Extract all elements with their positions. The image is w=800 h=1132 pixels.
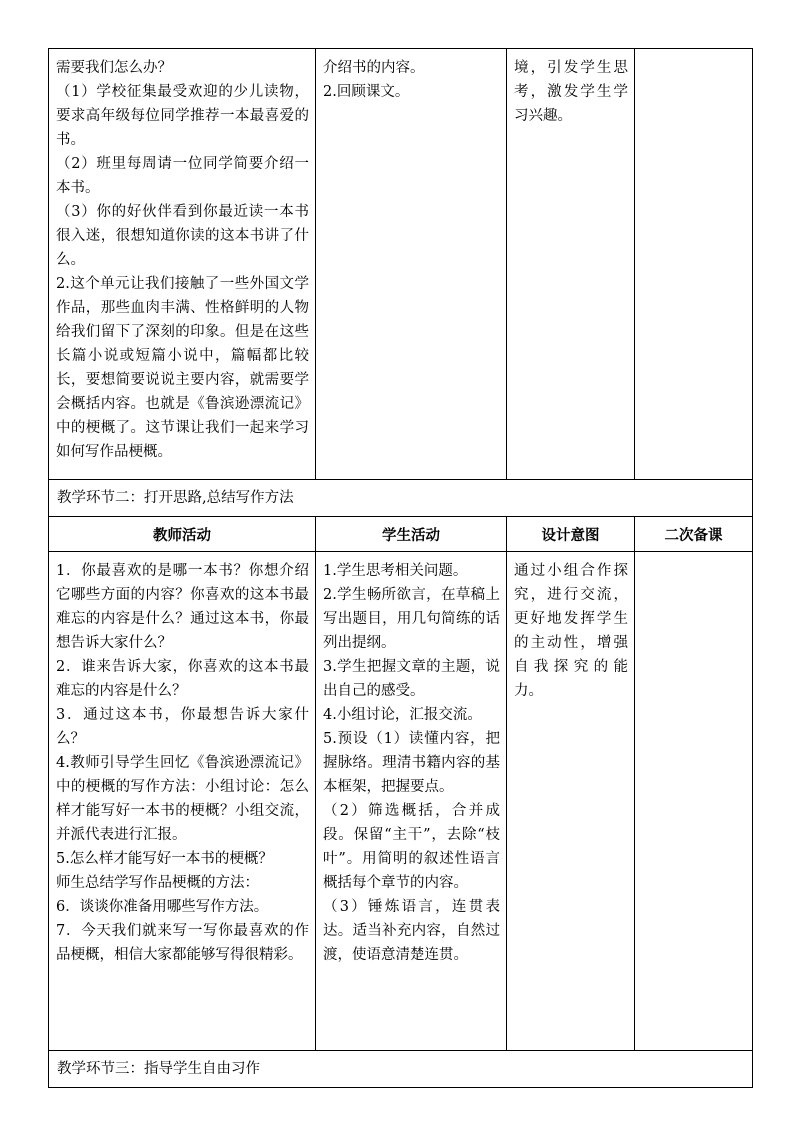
cell-paragraph: 2.学生畅所欲言，在草稿上写出题目，用几句简练的话列出提纲。 <box>323 587 500 651</box>
cell-paragraph: 7．今天我们就来写一写你最喜欢的作品梗概，相信大家都能够写得很精彩。 <box>56 923 309 963</box>
cell-paragraph: 5.预设（1）读懂内容，把握脉络。理清书籍内容的基本框架，把握要点。 <box>323 731 500 795</box>
header-student-activity: 学生活动 <box>316 517 507 552</box>
cell-paragraph: 境，引发学生思考，激发学生学习兴趣。 <box>514 60 628 124</box>
second-prep-cell <box>635 552 752 565</box>
lesson-plan-table <box>48 48 753 1088</box>
cell-paragraph: 1.学生思考相关问题。 <box>323 563 468 579</box>
section-3-title: 教学环节三：指导学生自由习作 <box>57 1061 260 1077</box>
cell-paragraph: （2）筛选概括，合并成段。保留“主干”，去除“枝叶”。用简明的叙述性语言概括每个章节的内容。 <box>323 803 500 891</box>
cell-paragraph: 需要我们怎么办？ <box>56 60 172 76</box>
cell-paragraph: 3．通过这本书，你最想告诉大家什么？ <box>56 707 309 747</box>
header-teacher-activity: 教师活动 <box>49 517 316 552</box>
cell-paragraph: 2.这个单元让我们接触了一些外国文学作品，那些血肉丰满、性格鲜明的人物给我们留下了深刻的印象。但是在这些长篇小说或短篇小说中，篇幅都比较长，要想简要说说主要内容，就需要学会概括内容。也就是《鲁滨逊漂流记》中的梗概了。这节课让我们一起来学习如何写作品梗概。 <box>56 276 309 460</box>
cell-paragraph: （3）你的好伙伴看到你最近读一本书很入迷，很想知道你读的这本书讲了什么。 <box>56 204 309 268</box>
cell-paragraph: 2．谁来告诉大家，你喜欢的这本书最难忘的内容是什么？ <box>56 659 309 699</box>
cell-paragraph: 介绍书的内容。 <box>323 60 425 76</box>
section-3-row <box>49 1051 753 1088</box>
teacher-activity-cell <box>49 552 315 973</box>
section-2-title: 教学环节二：打开思路,总结写作方法 <box>57 490 294 506</box>
student-activity-cell <box>316 49 506 110</box>
student-activity-cell <box>316 552 506 973</box>
cell-paragraph: 师生总结学写作品梗概的方法： <box>56 875 259 891</box>
design-intent-cell <box>507 552 634 709</box>
header-row <box>49 517 753 552</box>
header-design-intent: 设计意图 <box>507 517 635 552</box>
cell-paragraph: （2）班里每周请一位同学简要介绍一本书。 <box>56 156 309 196</box>
teacher-activity-cell <box>49 49 315 470</box>
continued-activity-row <box>49 49 753 480</box>
cell-paragraph: （3）锤炼语言，连贯表达。适当补充内容，自然过渡，使语意清楚连贯。 <box>323 899 500 963</box>
second-prep-cell <box>635 49 752 62</box>
section-2-row <box>49 480 753 517</box>
design-intent-cell <box>507 49 634 134</box>
section-2-activity-row <box>49 552 753 1051</box>
cell-paragraph: 5.怎么样才能写好一本书的梗概？ <box>56 851 273 867</box>
cell-paragraph: 6．谈谈你准备用哪些写作方法。 <box>56 899 269 915</box>
header-second-prep: 二次备课 <box>635 517 753 552</box>
cell-paragraph: 2.回顾课文。 <box>323 84 410 100</box>
cell-paragraph: （1）学校征集最受欢迎的少儿读物，要求高年级每位同学推荐一本最喜爱的书。 <box>56 84 309 148</box>
cell-paragraph: 4.小组讨论，汇报交流。 <box>323 707 482 723</box>
cell-paragraph: 通过小组合作探究，进行交流，更好地发挥学生的主动性，增强自我探究的能力。 <box>514 563 628 699</box>
cell-paragraph: 3.学生把握文章的主题，说出自己的感受。 <box>323 659 500 699</box>
cell-paragraph: 1．你最喜欢的是哪一本书？你想介绍它哪些方面的内容？你喜欢的这本书最难忘的内容是什么？通过这本书，你最想告诉大家什么？ <box>56 563 309 651</box>
cell-paragraph: 4.教师引导学生回忆《鲁滨逊漂流记》中的梗概的写作方法：小组讨论：怎么样才能写好一本书的梗概？小组交流，并派代表进行汇报。 <box>56 755 309 843</box>
